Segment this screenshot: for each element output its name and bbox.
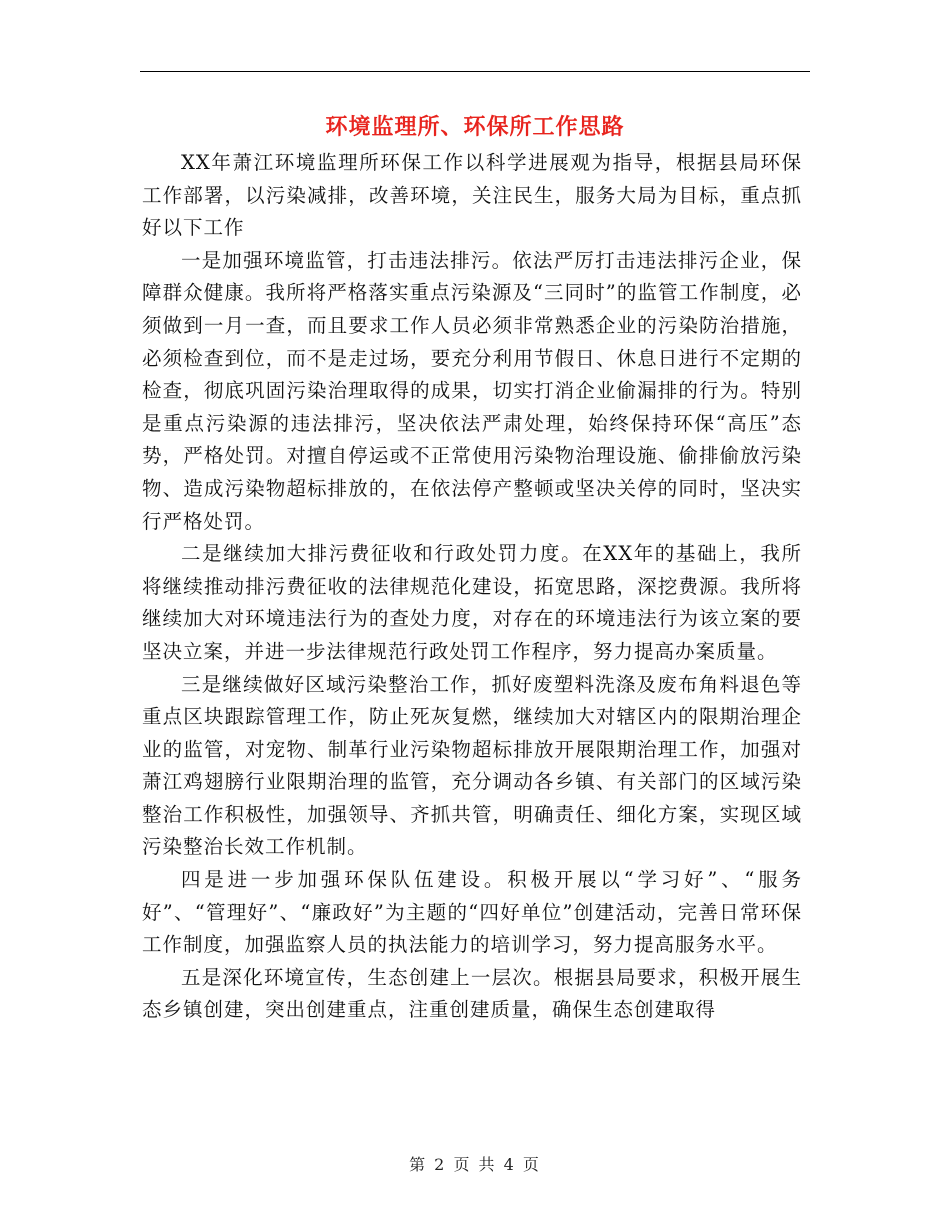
paragraph-3: 三是继续做好区域污染整治工作，抓好废塑料洗涤及废布角料退色等重点区块跟踪管理工作，防止死灰复燃，继续加大对辖区内的限期治理企业的监管，对宠物、制革行业污染物超标排放开展限期治理工作，加强对萧江鸡翅膀行业限期治理的监管，充分调动各乡镇、有关部门的区域污染整治工作积极性，加强领导、齐抓共管，明确责任、细化方案，实现区域污染整治长效工作机制。: [142, 672, 802, 859]
paragraph-5: 五是深化环境宣传，生态创建上一层次。根据县局要求，积极开展生态乡镇创建，突出创建重点，注重创建质量，确保生态创建取得: [142, 965, 802, 1022]
document-body: [142, 147, 802, 1027]
paragraph-intro: XX年萧江环境监理所环保工作以科学进展观为指导，根据县局环保工作部署，以污染减排，改善环境，关注民生，服务大局为目标，重点抓好以下工作: [142, 151, 802, 240]
paragraph-2: 二是继续加大排污费征收和行政处罚力度。在XX年的基础上，我所将继续推动排污费征收的法律规范化建设，拓宽思路，深挖费源。我所将继续加大对环境违法行为的查处力度，对存在的环境违法行为该立案的要坚决立案，并进一步法律规范行政处罚工作程序，努力提高办案质量。: [142, 542, 802, 663]
document-title: 环境监理所、环保所工作思路: [325, 114, 625, 140]
header-rule: [140, 71, 810, 72]
paragraph-4: 四是进一步加强环保队伍建设。积极开展以“学习好”、“服务好”、“管理好”、“廉政好”为主题的“四好单位”创建活动，完善日常环保工作制度，加强监察人员的执法能力的培训学习，努力提高服务水平。: [142, 868, 802, 957]
page-number-footer: 第 2 页 共 4 页: [409, 1155, 541, 1174]
paragraph-1: 一是加强环境监管，打击违法排污。依法严厉打击违法排污企业，保障群众健康。我所将严格落实重点污染源及“三同时”的监管工作制度，必须做到一月一查，而且要求工作人员必须非常熟悉企业的污染防治措施，必须检查到位，而不是走过场，要充分利用节假日、休息日进行不定期的检查，彻底巩固污染治理取得的成果，切实打消企业偷漏排的行为。特别是重点污染源的违法排污，坚决依法严肃处理，始终保持环保“高压”态势，严格处罚。对擅自停运或不正常使用污染物治理设施、偷排偷放污染物、造成污染物超标排放的，在依法停产整顿或坚决关停的同时，坚决实行严格处罚。: [142, 248, 802, 533]
